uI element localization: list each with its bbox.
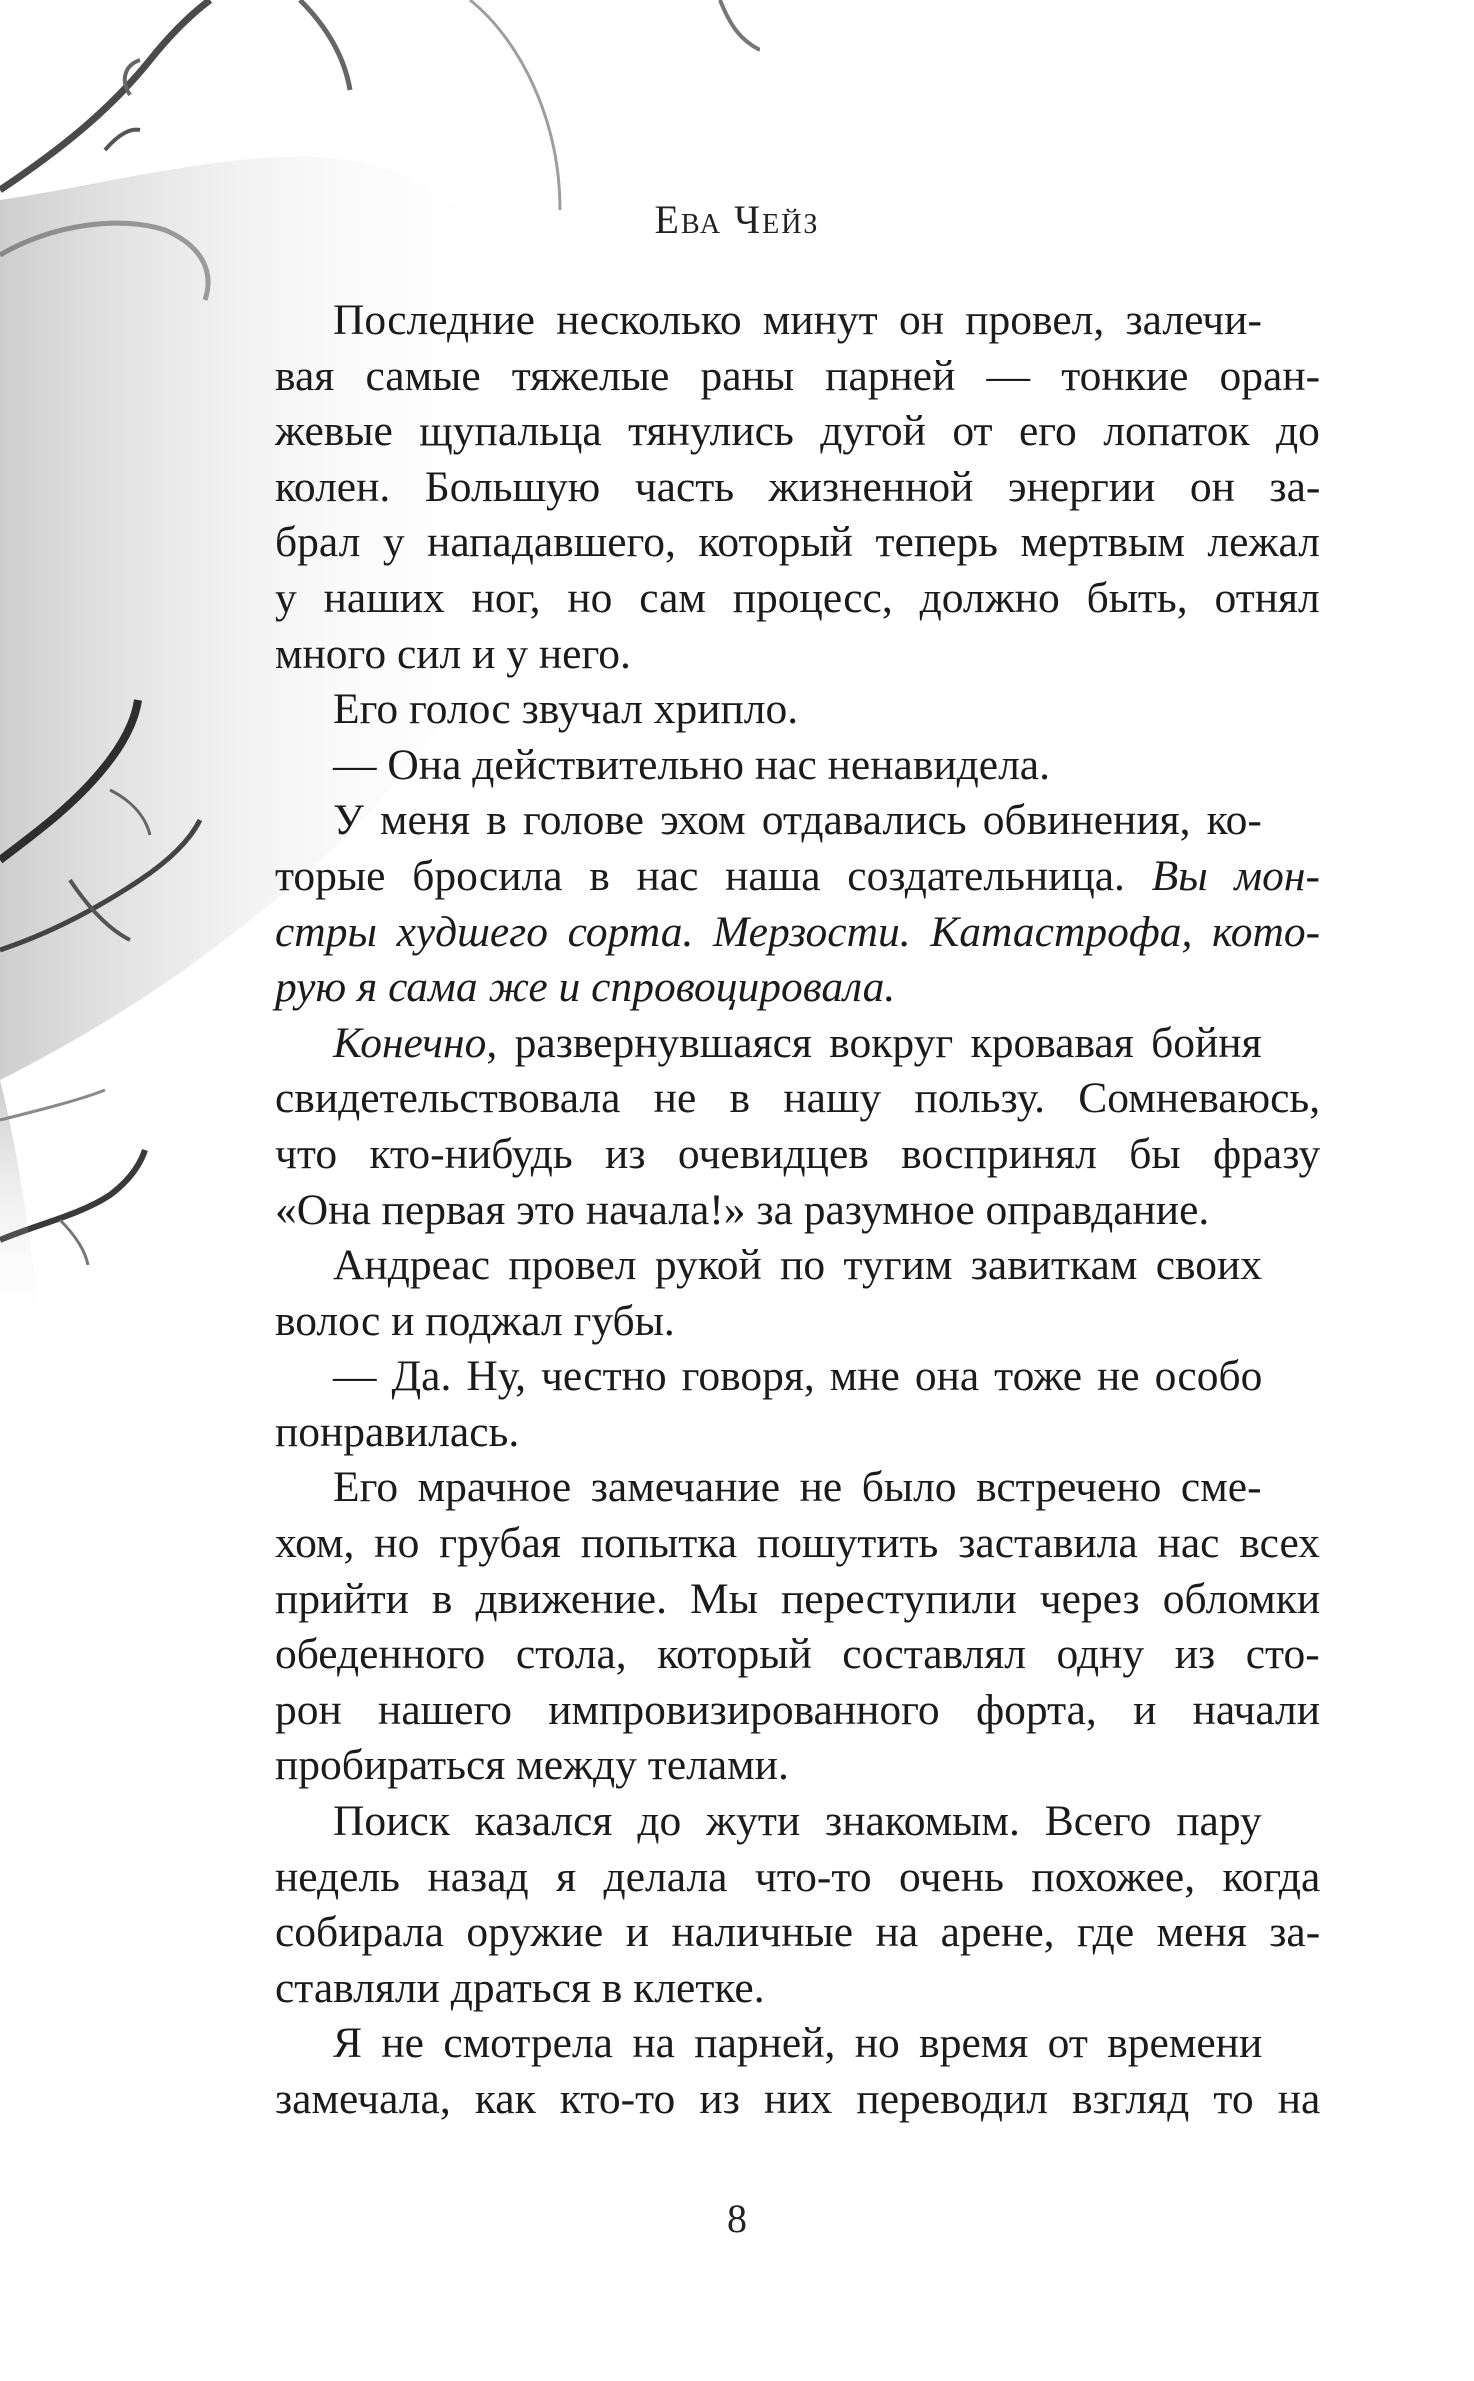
text-line: [275, 1905, 1320, 1961]
text-line: [275, 293, 1320, 349]
text-run: много сил и у него.: [275, 629, 631, 678]
text-line: [275, 1238, 1320, 1294]
paragraph: [275, 1794, 1320, 2016]
text-run: — Она действительно нас ненавидела.: [333, 740, 1050, 789]
text-run: свидетельствовала не в нашу пользу. Сомневаюсь,: [275, 1074, 1321, 1123]
text-line: [275, 1405, 1320, 1461]
paragraph: [275, 682, 1320, 738]
paragraph: [275, 793, 1320, 1015]
text-line: [275, 2072, 1320, 2128]
text-run: Поиск казался до жути знакомым. Всего пару: [333, 1797, 1262, 1846]
text-line: [275, 460, 1320, 516]
text-line: [275, 1294, 1320, 1350]
paragraph: [275, 2016, 1320, 2127]
text-run: ставляли драться в клетке.: [275, 1963, 765, 2012]
page-number: 8: [727, 2196, 747, 2241]
text-line: [275, 1794, 1320, 1850]
text-line: [275, 571, 1320, 627]
paragraph: [275, 1016, 1320, 1238]
text-run: недель назад я делала что-то очень похожее, когда: [275, 1852, 1321, 1901]
text-run: прийти в движение. Мы переступили через обломки: [275, 1574, 1321, 1623]
text-run: что кто-нибудь из очевидцев воспринял бы фразу: [275, 1129, 1321, 1178]
text-line: [275, 1016, 1320, 1072]
text-line: [275, 1127, 1320, 1183]
text-run: Андреас провел рукой по тугим завиткам своих: [333, 1241, 1263, 1290]
text-line: [275, 1961, 1320, 2017]
text-line: [275, 793, 1320, 849]
text-run: Я не смотрела на парней, но время от времени: [333, 2019, 1263, 2068]
paragraph: [275, 738, 1320, 794]
paragraph: [275, 1460, 1320, 1794]
text-line: [275, 1516, 1320, 1572]
text-line: [275, 849, 1320, 905]
text-line: [275, 404, 1320, 460]
text-line: [275, 738, 1320, 794]
text-line: [275, 1738, 1320, 1794]
body-text: [275, 293, 1320, 2128]
text-run: замечала, как кто-то из них переводил взгляд то на: [275, 2075, 1321, 2123]
text-line: [275, 1572, 1320, 1628]
running-head: Ева Чейз: [654, 197, 820, 242]
text-run: , развернувшаяся вокруг кровавая бойня: [486, 1018, 1262, 1067]
text-line: [275, 515, 1320, 571]
text-line: [275, 1349, 1320, 1405]
paragraph: [275, 1349, 1320, 1460]
text-run: Его голос звучал хрипло.: [333, 685, 799, 734]
italic-text: Вы мон-: [1151, 851, 1320, 900]
text-run: жевые щупальца тянулись дугой от его лопаток до: [275, 407, 1320, 456]
text-run: — Да. Ну, честно говоря, мне она тоже не особо: [333, 1352, 1263, 1401]
text-run: колен. Большую часть жизненной энергии он за-: [275, 462, 1321, 511]
text-run: рон нашего импровизированного форта, и начали: [275, 1685, 1321, 1734]
italic-text: Конечно: [333, 1018, 487, 1067]
text-line: [275, 1071, 1320, 1127]
text-line: [275, 627, 1320, 683]
text-line: [275, 960, 1320, 1016]
text-line: [275, 1683, 1320, 1739]
text-line: [275, 1850, 1320, 1906]
text-run: пробираться между телами.: [275, 1741, 789, 1790]
text-run: Его мрачное замечание не было встречено сме-: [333, 1463, 1262, 1512]
text-run: собирала оружие и наличные на арене, где меня за-: [275, 1908, 1321, 1957]
text-run: обеденного стола, который составлял одну из сто-: [275, 1630, 1320, 1679]
text-run: вая самые тяжелые раны парней — тонкие оран-: [275, 351, 1321, 400]
text-line: [275, 682, 1320, 738]
text-run: брал у нападавшего, который теперь мертвым лежал: [275, 518, 1320, 567]
paragraph: [275, 1238, 1320, 1349]
italic-text: стры худшего сорта. Мерзости. Катастрофа, кото-: [275, 907, 1321, 956]
text-line: [275, 1460, 1320, 1516]
text-run: волос и поджал губы.: [275, 1296, 675, 1345]
paragraph: [275, 293, 1320, 682]
text-line: [275, 905, 1320, 961]
text-run: понравилась.: [275, 1407, 520, 1456]
text-line: [275, 1627, 1320, 1683]
text-run: У меня в голове эхом отдавались обвинения, ко-: [333, 796, 1262, 845]
text-run: торые бросила в нас наша создательница.: [275, 851, 1152, 900]
text-run: «Она первая это начала!» за разумное оправдание.: [275, 1185, 1210, 1234]
text-run: хом, но грубая попытка пошутить заставила нас всех: [275, 1519, 1320, 1568]
text-line: [275, 1183, 1320, 1239]
text-line: [275, 349, 1320, 405]
text-run: у наших ног, но сам процесс, должно быть, отнял: [275, 573, 1320, 622]
italic-text: рую я сама же и спровоцировала.: [275, 963, 896, 1012]
text-run: Последние несколько минут он провел, залечи-: [333, 296, 1262, 344]
text-line: [275, 2016, 1320, 2072]
